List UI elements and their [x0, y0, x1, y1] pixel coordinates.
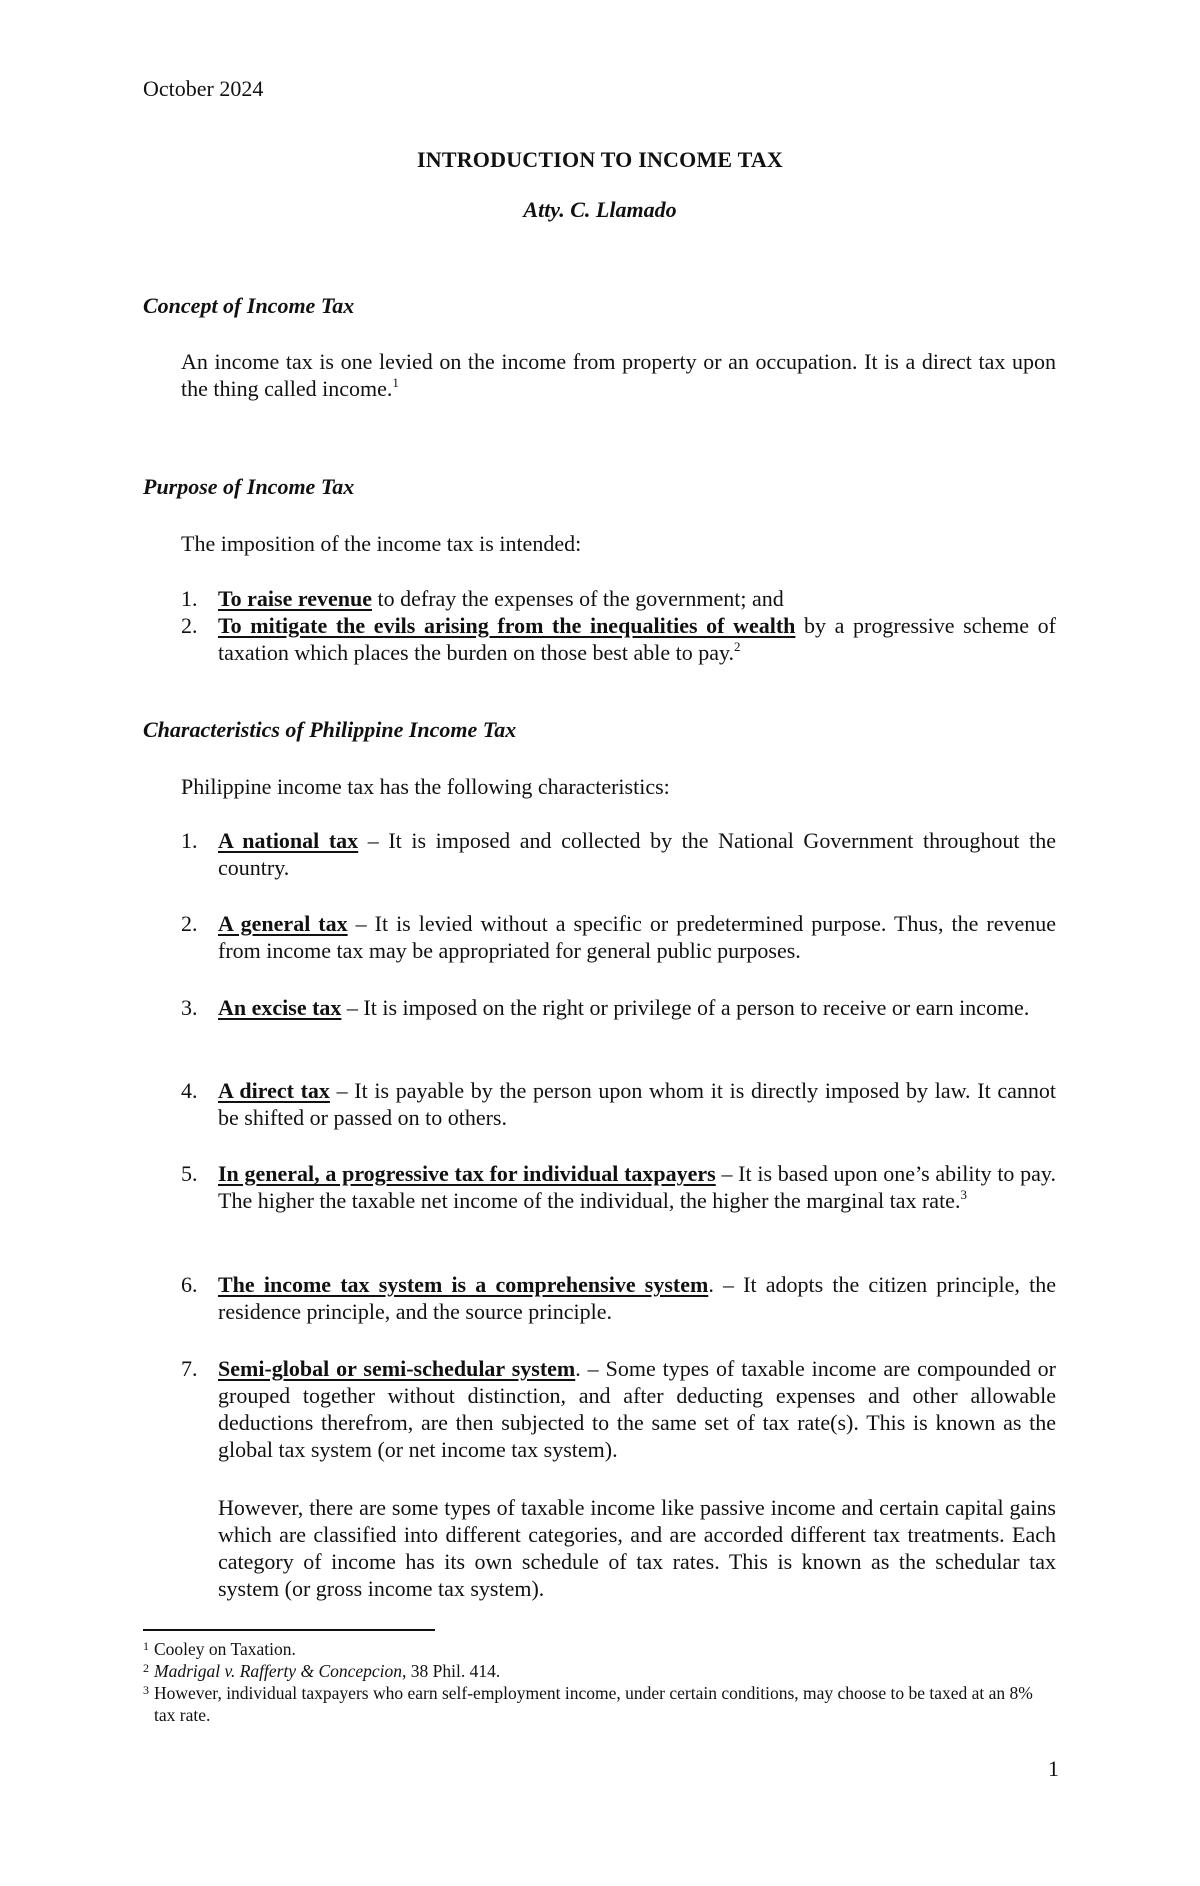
- footnote-number: 1: [143, 1639, 149, 1653]
- characteristics-intro: Philippine income tax has the following characteristics:: [181, 774, 670, 799]
- document-title: INTRODUCTION TO INCOME TAX: [416, 147, 784, 172]
- characteristics-item-4: [181, 1077, 1056, 1131]
- list-item: [181, 994, 1056, 1021]
- footnote-divider: [143, 1629, 435, 1631]
- list-item: [181, 585, 1056, 612]
- list-text: – It is imposed on the right or privilege of a person to receive or earn income.: [341, 995, 1030, 1020]
- document-date: October 2024: [143, 76, 264, 101]
- purpose-list: [181, 585, 1056, 666]
- list-term: The income tax system is a comprehensive system: [218, 1272, 709, 1297]
- footnote: [143, 1638, 1055, 1660]
- list-number: 5.: [181, 1161, 198, 1186]
- list-term: A general tax: [218, 911, 348, 936]
- characteristics-item-5: [181, 1160, 1056, 1214]
- footnote-italic: Madrigal v. Rafferty & Concepcion: [154, 1661, 403, 1681]
- footnote-text: Cooley on Taxation.: [154, 1639, 296, 1659]
- list-item: [181, 1271, 1056, 1325]
- list-text: to defray the expenses of the government; and: [372, 586, 784, 611]
- characteristics-item-2: [181, 910, 1056, 964]
- list-term: A national tax: [218, 828, 359, 853]
- list-item: [181, 1160, 1056, 1214]
- characteristics-item-6: [181, 1271, 1056, 1325]
- footnote-number: 2: [143, 1661, 149, 1675]
- item-7-continuation: However, there are some types of taxable income like passive income and certain capital gains which are classified into different categories, and are accorded different tax treatments. Each category of income has its own schedule of tax rates. This is known as the schedular tax system (or gross income tax system).: [218, 1495, 1056, 1601]
- list-term: A direct tax: [218, 1078, 330, 1103]
- document-author: Atty. C. Llamado: [523, 197, 677, 222]
- list-text: – It is based upon one’s ability to pay. The higher the taxable net income of the individual, the higher the marginal tax rate.: [218, 1161, 1056, 1213]
- list-number: 2.: [181, 613, 198, 638]
- list-term: Semi-global or semi-schedular system: [218, 1356, 576, 1381]
- list-item: [181, 1355, 1056, 1463]
- list-number: 3.: [181, 995, 198, 1020]
- list-text: . – Some types of taxable income are compounded or grouped together without distinction, and after deducting expenses and other allowable deductions therefrom, are then subjected to the same set of tax rate(s). This is known as the global tax system (or net income tax system).: [218, 1356, 1056, 1462]
- list-text: . – It adopts the citizen principle, the residence principle, and the source principle.: [218, 1272, 1056, 1324]
- purpose-heading: Purpose of Income Tax: [143, 474, 355, 499]
- footnote: [143, 1682, 1055, 1726]
- characteristics-heading: Characteristics of Philippine Income Tax: [143, 717, 517, 742]
- page-number: 1: [1048, 1756, 1059, 1781]
- footnote-ref[interactable]: 3: [960, 1187, 967, 1202]
- list-number: 4.: [181, 1078, 198, 1103]
- list-term: An excise tax: [218, 995, 342, 1020]
- list-number: 1.: [181, 828, 198, 853]
- list-item: [181, 612, 1056, 666]
- list-item: [181, 1077, 1056, 1131]
- characteristics-item-7: [181, 1355, 1056, 1463]
- list-text: – It is imposed and collected by the National Government throughout the country.: [218, 828, 1056, 880]
- concept-text: An income tax is one levied on the income from property or an occupation. It is a direct tax upon the thing called income.: [181, 349, 1056, 401]
- footnote: [143, 1660, 1055, 1682]
- characteristics-item-1: [181, 827, 1056, 881]
- list-number: 6.: [181, 1272, 198, 1297]
- list-number: 1.: [181, 586, 198, 611]
- list-term: To mitigate the evils arising from the inequalities of wealth: [218, 613, 796, 638]
- list-text: – It is levied without a specific or predetermined purpose. Thus, the revenue from income tax may be appropriated for general public purposes.: [218, 911, 1056, 963]
- list-text: – It is payable by the person upon whom it is directly imposed by law. It cannot be shifted or passed on to others.: [218, 1078, 1056, 1130]
- list-term: In general, a progressive tax for individual taxpayers: [218, 1161, 716, 1186]
- footnote-ref[interactable]: 1: [392, 375, 399, 390]
- footnote-ref[interactable]: 2: [734, 639, 741, 654]
- list-text: by a progressive scheme of taxation which places the burden on those best able to pay.: [218, 613, 1056, 665]
- footnotes: [143, 1638, 1055, 1726]
- footnote-text: However, individual taxpayers who earn self-employment income, under certain conditions, may choose to be taxed at an 8% tax rate.: [154, 1683, 1033, 1725]
- list-term: To raise revenue: [218, 586, 372, 611]
- concept-heading: Concept of Income Tax: [143, 293, 355, 318]
- list-item: [181, 910, 1056, 964]
- purpose-intro: The imposition of the income tax is intended:: [181, 531, 582, 556]
- concept-paragraph: [181, 348, 1056, 402]
- list-item: [181, 827, 1056, 881]
- footnote-number: 3: [143, 1683, 149, 1697]
- list-number: 7.: [181, 1356, 198, 1381]
- list-number: 2.: [181, 911, 198, 936]
- characteristics-item-3: [181, 994, 1056, 1021]
- footnote-text: , 38 Phil. 414.: [402, 1661, 501, 1681]
